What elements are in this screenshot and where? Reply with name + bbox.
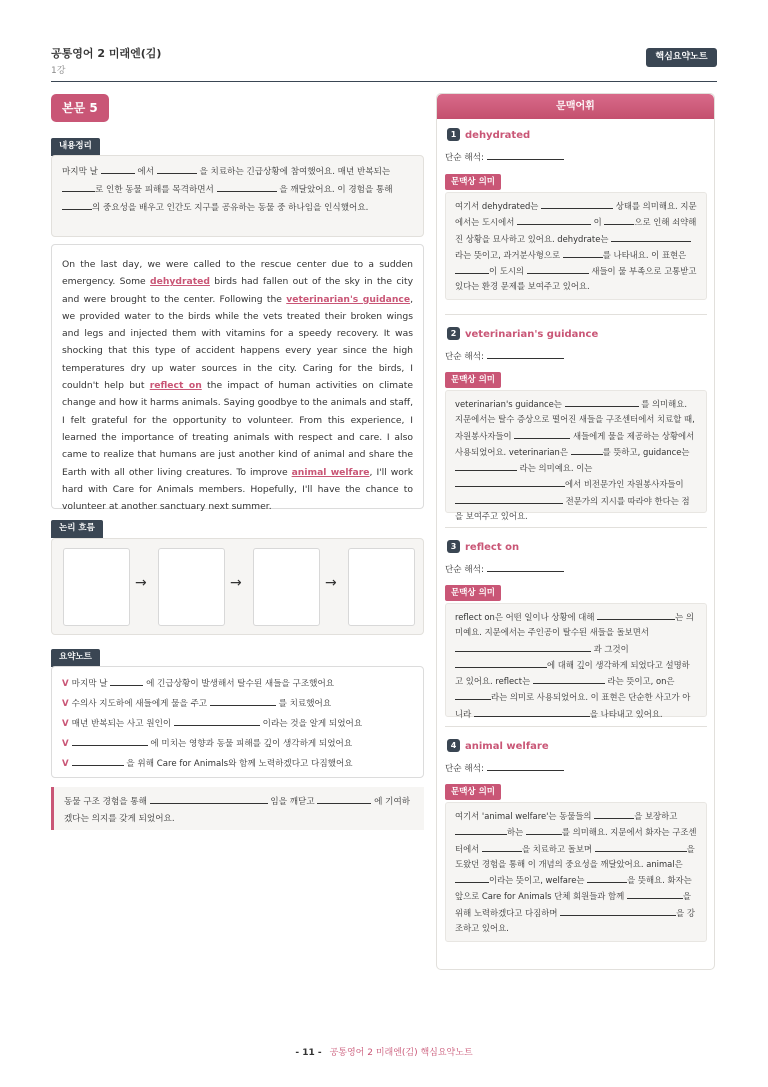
simple-translation — [445, 149, 564, 163]
note-line — [62, 754, 413, 774]
term-number: 3 — [447, 540, 460, 553]
context-meaning-text: 여기서 dehydrated는 — [455, 201, 539, 211]
context-vocab-panel — [436, 93, 715, 970]
context-meaning-text: 라는 의미로 사용되었어요. 이 표현은 단순한 사고가 아니라 — [455, 692, 691, 719]
document-title: 공통영어 2 미래엔(김) — [51, 47, 162, 60]
summary-text: 의 중요성을 배우고 인간도 지구를 공유하는 동물 중 하나임을 인식했어요. — [92, 203, 369, 213]
context-meaning-text: 에서 비전문가인 자원봉사자들이 — [565, 479, 684, 490]
term-number: 2 — [447, 327, 460, 340]
summary-text: 을 깨달았어요. 이 경험을 통해 — [279, 185, 393, 195]
flow-cell — [253, 548, 320, 626]
answer-blank — [560, 905, 676, 916]
context-meaning-box — [445, 192, 707, 300]
context-meaning-box — [445, 603, 707, 717]
context-meaning-text: 를 뜻하고, guidance는 — [602, 446, 690, 457]
context-meaning-text: 를 의미해요. 지문에서 화자는 구조센터에서 — [455, 827, 697, 854]
term-text: veterinarian's guidance — [465, 329, 599, 340]
context-meaning-text: reflect on은 어떤 일이나 상황에 대해 — [455, 612, 595, 622]
answer-blank — [101, 163, 135, 174]
passage-text: birds had fallen out of the sky in the city and were brought to the center. Following the — [62, 276, 414, 305]
context-meaning-text: veterinarian's guidance는 — [455, 399, 562, 409]
page-footer — [0, 1045, 768, 1058]
check-mark-icon: V — [62, 719, 69, 729]
vocab-divider — [445, 726, 707, 727]
answer-blank — [72, 735, 148, 746]
term-text: animal welfare — [465, 741, 549, 752]
flow-cell — [63, 548, 130, 626]
note-line — [62, 734, 413, 754]
context-meaning-box — [445, 802, 707, 942]
vocab-divider — [445, 527, 707, 528]
context-meaning-text: 를 의미해요. 지문에서는 탈수 증상으로 떨어진 새들을 구조센터에서 치료할 때, 자원봉사자들이 — [455, 399, 695, 441]
note-line — [62, 714, 413, 734]
note-text: 수의사 지도하에 새들에게 물을 주고 — [71, 699, 208, 709]
answer-blank — [514, 428, 570, 439]
answer-blank — [62, 199, 92, 210]
context-meaning-text: 을 보장하고 — [634, 811, 678, 821]
note-text: 을 위해 Care for Animals와 함께 노력하겠다고 다짐했어요 — [126, 759, 353, 769]
context-meaning-text: 이 도시의 — [489, 266, 525, 277]
answer-blank — [571, 444, 603, 455]
flow-tag: 논리 흐름 — [51, 520, 103, 536]
conclusion-text: 동물 구조 경험을 통해 — [64, 797, 147, 807]
answer-blank — [157, 163, 197, 174]
conclusion-text: 에 기여하겠다는 의지를 갖게 되었어요. — [64, 797, 411, 824]
answer-blank — [627, 888, 683, 899]
keyword-animal-welfare: animal welfare — [291, 466, 370, 478]
check-mark-icon: V — [62, 679, 69, 689]
answer-blank — [317, 793, 371, 804]
simple-label: 단순 해석: — [445, 153, 484, 163]
summary-text: 을 치료하는 긴급상황에 참여했어요. 매년 반복되는 — [199, 167, 391, 177]
term-text: reflect on — [465, 542, 520, 553]
answer-blank — [455, 872, 489, 883]
answer-blank — [541, 198, 613, 209]
context-meaning-text: 는 의미예요. 지문에서는 주인공이 탈수된 새들을 돌보면서 — [455, 612, 694, 638]
answer-blank — [150, 793, 268, 804]
simple-translation — [445, 561, 564, 575]
vocab-term — [447, 540, 519, 553]
answer-blank — [487, 149, 564, 160]
logic-flow-box — [51, 538, 424, 635]
answer-blank — [595, 841, 687, 852]
answer-blank — [565, 396, 639, 407]
section-label: 본문 5 — [51, 94, 109, 122]
answer-blank — [455, 641, 591, 652]
context-meaning-text: 여기서 'animal welfare'는 동물들의 — [455, 811, 592, 821]
context-meaning-text: 새들에게 물을 제공하는 상황에서 사용되었어요. veterinarian은 — [455, 430, 695, 457]
answer-blank — [455, 657, 547, 668]
summary-box — [51, 155, 424, 237]
answer-blank — [455, 493, 563, 504]
context-meaning-text: 상태를 의미해요. 지문에서는 도시에서 — [455, 201, 697, 228]
answer-blank — [487, 760, 564, 771]
arrow-right-icon: → — [230, 575, 242, 591]
footer-text: 공통영어 2 미래엔(김) 핵심요약노트 — [329, 1048, 473, 1058]
vocab-term — [447, 739, 549, 752]
summary-text: 에서 — [137, 167, 155, 177]
context-meaning-box — [445, 390, 707, 522]
context-meaning-text: 을 나타내고 있어요. — [589, 708, 663, 719]
context-meaning-text: 을 강조하고 있어요. — [455, 907, 695, 934]
context-meaning-text: 으로 인해 쇠약해진 상황을 묘사하고 있어요. dehydrate는 — [455, 217, 697, 244]
context-meaning-text: 에 대해 깊이 생각하게 되었다고 설명하고 있어요. reflect는 — [455, 659, 690, 687]
context-meaning-text: 라는 뜻이고, 과거분사형으로 — [455, 249, 561, 260]
answer-blank — [455, 824, 507, 835]
vocab-term — [447, 128, 530, 141]
answer-blank — [587, 872, 627, 883]
vocab-term — [447, 327, 598, 340]
context-meaning-text: 과 그것이 — [593, 643, 629, 654]
note-line — [62, 674, 413, 694]
check-mark-icon: V — [62, 739, 69, 749]
simple-label: 단순 해석: — [445, 352, 484, 362]
conclusion-text: 임을 깨닫고 — [270, 797, 315, 807]
passage-text: On the last day, we were called to the rescue center due to a sudden emergency. Some — [62, 259, 413, 288]
flow-cell — [348, 548, 415, 626]
check-mark-icon: V — [62, 699, 69, 709]
context-meaning-text: 을 도왔던 경험을 통해 이 개념의 중요성을 깨달았어요. animal은 — [455, 843, 695, 869]
answer-blank — [527, 263, 589, 274]
answer-blank — [455, 689, 491, 700]
keyword-reflect-on: reflect on — [149, 380, 202, 392]
vocab-panel-title: 문맥어휘 — [437, 94, 714, 119]
context-meaning-tag: 문맥상 의미 — [445, 372, 501, 388]
summary-text: 로 인한 동물 피해를 목격하면서 — [95, 185, 214, 195]
summary-text: 마지막 날 — [62, 167, 98, 177]
answer-blank — [487, 348, 564, 359]
header-divider — [51, 81, 717, 82]
context-meaning-text: 전문가의 지시를 따라야 한다는 점을 보여주고 있어요. — [455, 495, 690, 522]
passage-text: the impact of human activities on climate change and how it harms animals. Saying goodbye to the animals and staff, I felt grateful for the opportunity to volunteer. From this experience, I learned the importance of treating animals with respect and care. I also came to realize that humans are just another kind of animal and share the Earth with all other living creatures. To improve — [62, 380, 414, 478]
term-number: 1 — [447, 128, 460, 141]
answer-blank — [594, 808, 634, 819]
context-meaning-text: 을 치료하고 돌보며 — [521, 843, 592, 854]
context-meaning-text: 새들이 물 부족으로 고통받고 있다는 환경 문제를 보여주고 있어요. — [455, 266, 697, 292]
note-line — [62, 694, 413, 714]
answer-blank — [526, 824, 562, 835]
context-meaning-text: 를 나타내요. 이 표현은 — [602, 249, 687, 260]
lesson-label: 1강 — [51, 66, 66, 76]
answer-blank — [611, 231, 691, 242]
summary-notes-box — [51, 666, 424, 778]
note-text: 이라는 것을 알게 되었어요 — [262, 719, 363, 729]
answer-blank — [455, 263, 489, 274]
passage-box — [51, 244, 424, 513]
simple-translation — [445, 760, 564, 774]
simple-translation — [445, 348, 564, 362]
term-text: dehydrated — [465, 130, 531, 141]
context-meaning-text: 을 위해 노력하겠다고 다짐하며 — [455, 891, 691, 918]
answer-blank — [482, 841, 522, 852]
passage-text: , I'll work hard with Care for Animals members. Hopefully, I'll have the chance to volunteer at another sanctuary next summer. — [62, 466, 414, 513]
arrow-right-icon: → — [325, 575, 337, 591]
answer-blank — [563, 247, 603, 258]
answer-blank — [210, 695, 276, 706]
check-mark-icon: V — [62, 759, 69, 769]
flow-cell — [158, 548, 225, 626]
arrow-right-icon: → — [135, 575, 147, 591]
answer-blank — [217, 181, 277, 192]
context-meaning-text: 을 뜻해요. 화자는 앞으로 Care for Animals 단체 회원들과 함께 — [455, 875, 692, 902]
answer-blank — [533, 673, 605, 684]
answer-blank — [474, 706, 590, 717]
context-meaning-tag: 문맥상 의미 — [445, 585, 501, 601]
page-number: - 11 - — [295, 1048, 322, 1058]
keyword-dehydrated: dehydrated — [150, 276, 210, 288]
answer-blank — [455, 460, 517, 471]
notes-tag: 요약노트 — [51, 649, 100, 665]
answer-blank — [62, 181, 95, 192]
context-meaning-tag: 문맥상 의미 — [445, 784, 501, 800]
context-meaning-text: 하는 — [507, 827, 524, 838]
context-meaning-text: 이 — [593, 217, 602, 228]
answer-blank — [455, 476, 565, 487]
notes-badge: 핵심요약노트 — [646, 48, 717, 67]
note-text: 매년 반복되는 사고 원인이 — [71, 719, 172, 729]
term-number: 4 — [447, 739, 460, 752]
summary-tag: 내용정리 — [51, 138, 100, 154]
answer-blank — [487, 561, 564, 572]
conclusion-box — [51, 787, 424, 830]
simple-label: 단순 해석: — [445, 764, 484, 774]
passage-text: , we provided water to the birds while the vets treated their broken wings and legs and injected them with vitamins for a speedy recovery. It was shocking that this type of accident happens every year since the high temperatures dry up water sources in the city. Caring for the birds, I couldn't help but — [62, 293, 413, 392]
answer-blank — [597, 609, 675, 620]
context-meaning-text: 라는 뜻이고, on은 — [607, 676, 675, 687]
note-text: 에 긴급상황이 발생해서 탈수된 새들을 구조했어요 — [146, 679, 335, 689]
note-text: 마지막 날 — [71, 679, 108, 689]
answer-blank — [110, 675, 143, 686]
simple-label: 단순 해석: — [445, 565, 484, 575]
note-text: 에 미치는 영향과 동물 피해를 깊이 생각하게 되었어요 — [150, 739, 353, 749]
context-meaning-text: 라는 의미예요. 이는 — [519, 463, 593, 474]
context-meaning-tag: 문맥상 의미 — [445, 174, 501, 190]
note-text: 를 치료했어요 — [278, 699, 332, 709]
answer-blank — [517, 214, 591, 225]
context-meaning-text: 이라는 뜻이고, welfare는 — [489, 875, 585, 886]
answer-blank — [604, 214, 634, 225]
vocab-divider — [445, 314, 707, 315]
answer-blank — [72, 755, 124, 766]
answer-blank — [174, 715, 260, 726]
keyword-veterinarians-guidance: veterinarian's guidance — [286, 293, 411, 305]
